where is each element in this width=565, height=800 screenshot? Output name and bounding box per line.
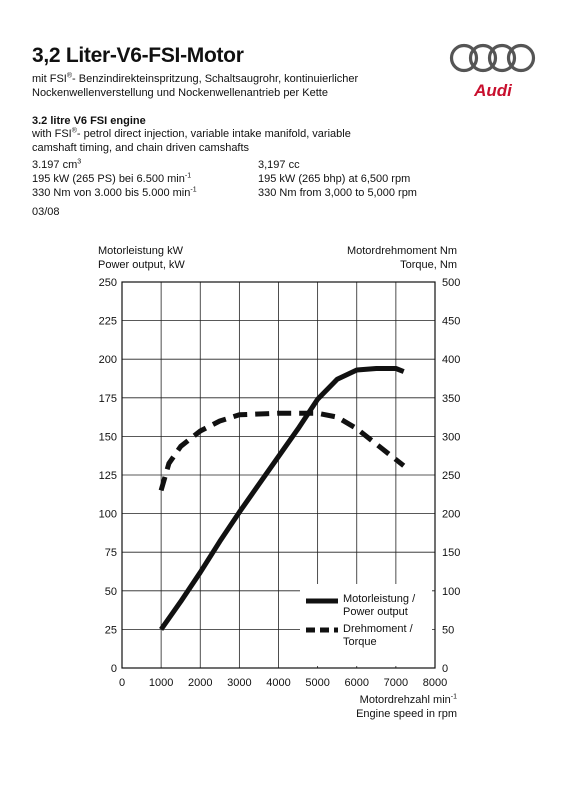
rpm-superscript: -1 — [184, 172, 192, 180]
left-tick-label: 250 — [98, 277, 117, 289]
x-tick-label: 7000 — [383, 677, 409, 689]
right-tick-label: 250 — [442, 470, 461, 482]
left-tick-label: 150 — [98, 431, 117, 444]
de-line1-post: - Benzindirekteinspritzung, Schaltsaugrohr, kontinuierlicher — [72, 73, 359, 85]
english-title: 3.2 litre V6 FSI engine — [32, 115, 146, 127]
x-tick-label: 5000 — [305, 677, 330, 689]
x-tick-label: 8000 — [422, 677, 448, 689]
right-tick-label: 450 — [442, 315, 461, 328]
right-axis-label-de: Motordrehmoment Nm — [346, 245, 457, 257]
spec-torque-de: 330 Nm von 3.000 bis 5.000 min — [32, 187, 191, 199]
page-title: 3,2 Liter-V6-FSI-Motor — [32, 44, 244, 67]
x-axis-label-de: Motordrehzahl min — [359, 694, 451, 706]
rpm-superscript: -1 — [190, 186, 197, 194]
x-tick-label: 4000 — [266, 677, 291, 689]
spec-displacement-de: 3.197 cm — [32, 159, 78, 171]
x-axis-label-en: Engine speed in rpm — [356, 708, 457, 720]
right-tick-label: 100 — [442, 585, 461, 598]
registered-mark: ® — [66, 72, 73, 80]
left-tick-label: 175 — [98, 392, 117, 405]
left-tick-label: 200 — [98, 354, 117, 367]
x-tick-label: 6000 — [344, 677, 369, 689]
issue-date: 03/08 — [32, 206, 60, 218]
left-tick-label: 0 — [110, 663, 117, 675]
left-tick-label: 50 — [104, 585, 117, 598]
right-tick-label: 150 — [442, 547, 461, 560]
en-line1-post: - petrol direct injection, variable intake manifold, variable — [76, 128, 351, 140]
registered-mark: ® — [71, 127, 77, 135]
legend-power-en: Power output — [343, 606, 408, 618]
right-tick-label: 300 — [442, 431, 461, 444]
spec-power-de: 195 kW (265 PS) bei 6.500 min — [32, 173, 185, 185]
x-tick-label: 0 — [118, 677, 126, 689]
cubic-superscript: 3 — [77, 158, 82, 166]
x-tick-label: 2000 — [188, 677, 213, 689]
x-tick-label: 3000 — [227, 677, 252, 689]
en-line2: camshaft timing, and chain driven camshafts — [32, 142, 250, 154]
de-line2: Nockenwellenverstellung und Nockenwellenantrieb per Kette — [32, 87, 328, 99]
legend-torque-label — [343, 623, 413, 649]
right-tick-label: 0 — [442, 663, 449, 675]
spec-power-en: 195 kW (265 bhp) at 6,500 rpm — [258, 173, 411, 185]
left-tick-label: 25 — [104, 624, 117, 637]
legend-torque-en: Torque — [343, 636, 377, 648]
right-tick-label: 350 — [442, 392, 461, 405]
legend-power-de: Motorleistung / — [343, 593, 416, 605]
right-tick-label: 500 — [442, 277, 461, 289]
right-axis-label-en: Torque, Nm — [400, 259, 457, 271]
de-line1-pre: mit FSI — [32, 73, 67, 85]
en-line1-pre: with FSI — [32, 128, 72, 140]
spec-torque-en: 330 Nm from 3,000 to 5,000 rpm — [258, 187, 417, 199]
left-tick-label: 225 — [98, 315, 117, 328]
x-tick-label: 1000 — [148, 677, 174, 689]
right-tick-label: 200 — [442, 508, 461, 521]
left-tick-label: 125 — [98, 470, 117, 482]
rpm-superscript: -1 — [450, 693, 457, 701]
left-tick-label: 75 — [104, 547, 117, 560]
logo-wordmark: Audi — [474, 81, 512, 100]
left-axis-label-de: Motorleistung kW — [98, 245, 183, 257]
left-axis-label-en: Power output, kW — [98, 259, 185, 271]
right-tick-label: 50 — [442, 624, 455, 637]
left-tick-label: 100 — [98, 508, 117, 521]
legend-power-label — [343, 593, 415, 619]
right-tick-label: 400 — [442, 354, 461, 367]
spec-displacement-en: 3,197 cc — [258, 159, 300, 171]
legend-torque-de: Drehmoment / — [343, 623, 413, 635]
